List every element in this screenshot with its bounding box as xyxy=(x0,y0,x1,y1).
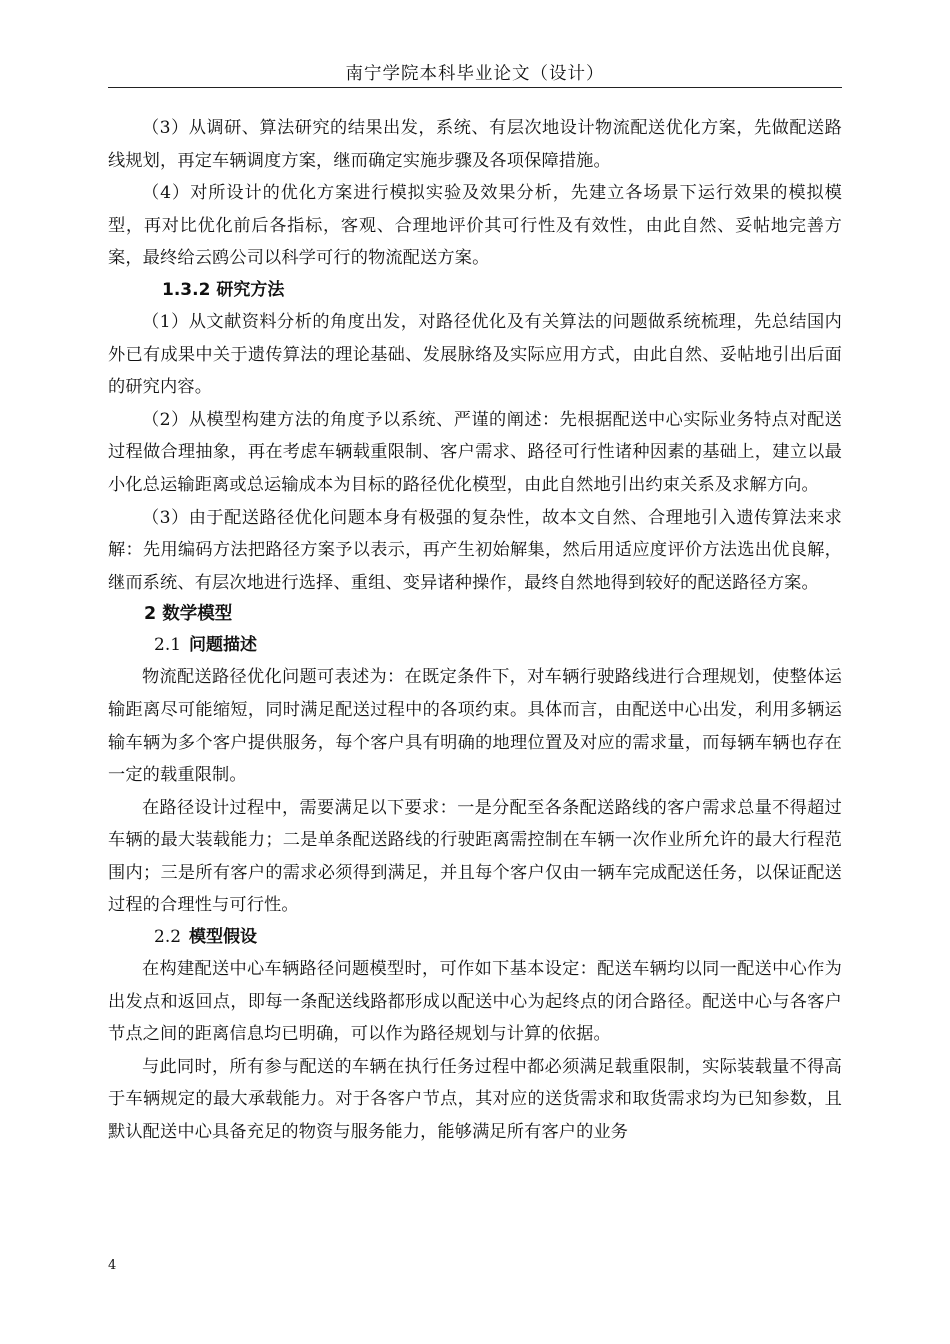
page-header-title: 南宁学院本科毕业论文（设计） xyxy=(345,64,605,84)
heading-2-2 xyxy=(108,922,842,953)
paragraph-problem-2: 在路径设计过程中，需要满足以下要求：一是分配至各条配送路线的客户需求总量不得超过车辆的最大装载能力；二是单条配送路线的行驶距离需控制在车辆一次作业所允许的最大行程范围内；三是所有客户的需求必须得到满足，并且每个客户仅由一辆车完成配送任务，以保证配送过程的合理性与可行性。 xyxy=(108,797,842,916)
page-body xyxy=(108,112,842,1149)
paragraph-step-4: （4）对所设计的优化方案进行模拟实验及效果分析，先建立各场景下运行效果的模拟模型，再对比优化前后各指标，客观、合理地评价其可行性及有效性，由此自然、妥帖地完善方案，最终给云鸥公司以科学可行的物流配送方案。 xyxy=(108,183,842,269)
header-rule xyxy=(108,87,842,88)
heading-2-2-text: 模型假设 xyxy=(189,927,258,948)
paragraph-assumption-2: 与此同时，所有参与配送的车辆在执行任务过程中都必须满足载重限制，实际装载量不得高于车辆规定的最大承载能力。对于各客户节点，其对应的送货需求和取货需求均为已知参数，且默认配送中心具备充足的物资与服务能力，能够满足所有客户的业务 xyxy=(108,1056,842,1143)
heading-section-2: 2 数学模型 xyxy=(144,604,233,625)
heading-2-1-text: 问题描述 xyxy=(189,635,258,656)
paragraph-step-3: （3）从调研、算法研究的结果出发，系统、有层次地设计物流配送优化方案，先做配送路线规划，再定车辆调度方案，继而确定实施步骤及各项保障措施。 xyxy=(108,118,842,171)
heading-2-2-number: 2.2 xyxy=(154,927,182,948)
paragraph-problem-1: 物流配送路径优化问题可表述为：在既定条件下，对车辆行驶路线进行合理规划，使整体运输距离尽可能缩短，同时满足配送过程中的各项约束。具体而言，由配送中心出发，利用多辆运输车辆为多个客户提供服务，每个客户具有明确的地理位置及对应的需求量，而每辆车辆也存在一定的载重限制。 xyxy=(108,667,842,786)
page-number: 4 xyxy=(108,1258,117,1273)
heading-2-1-number: 2.1 xyxy=(154,635,182,656)
heading-1-3-2: 1.3.2 研究方法 xyxy=(162,279,285,300)
heading-2-1 xyxy=(108,630,842,661)
paragraph-method-3: （3）由于配送路径优化问题本身有极强的复杂性，故本文自然、合理地引入遗传算法来求解：先用编码方法把路径方案予以表示，再产生初始解集，然后用适应度评价方法选出优良解，继而系统、有层次地进行选择、重组、变异诸种操作，最终自然地得到较好的配送路径方案。 xyxy=(108,507,842,593)
paragraph-method-1: （1）从文献资料分析的角度出发，对路径优化及有关算法的问题做系统梳理，先总结国内外已有成果中关于遗传算法的理论基础、发展脉络及实际应用方式，由此自然、妥帖地引出后面的研究内容。 xyxy=(108,311,842,398)
paragraph-method-2: （2）从模型构建方法的角度予以系统、严谨的阐述：先根据配送中心实际业务特点对配送过程做合理抽象，再在考虑车辆载重限制、客户需求、路径可行性诸种因素的基础上，建立以最小化总运输距离或总运输成本为目标的路径优化模型，由此自然地引出约束关系及求解方向。 xyxy=(108,409,842,495)
paragraph-assumption-1: 在构建配送中心车辆路径问题模型时，可作如下基本设定：配送车辆均以同一配送中心作为出发点和返回点，即每一条配送线路都形成以配送中心为起终点的闭合路径。配送中心与各客户节点之间的距离信息均已明确，可以作为路径规划与计算的依据。 xyxy=(108,959,842,1045)
